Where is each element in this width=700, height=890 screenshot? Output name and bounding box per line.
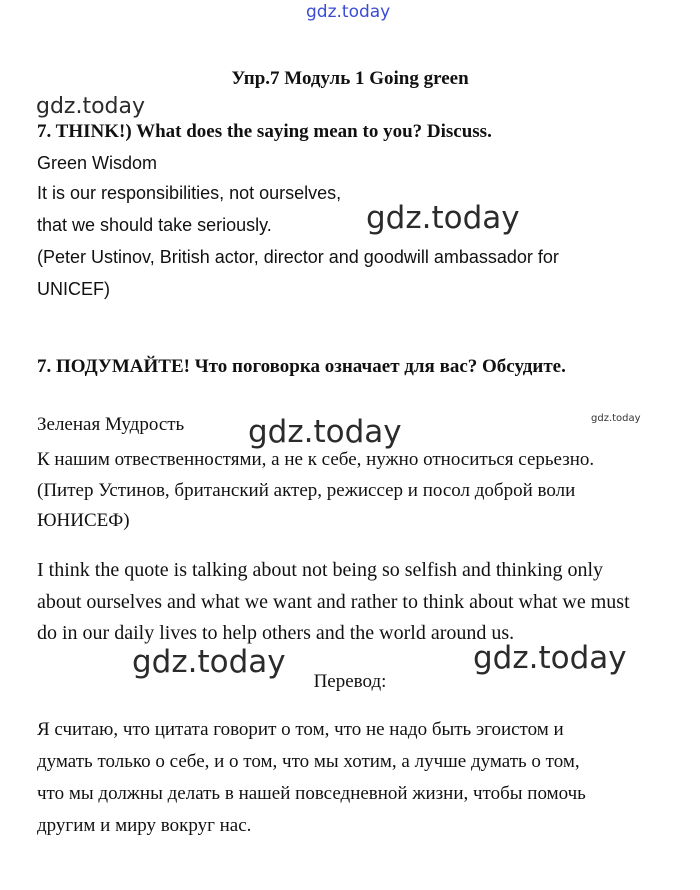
english-quote-heading: Green Wisdom bbox=[37, 153, 158, 173]
answer-line: about ourselves and what we want and rather to think about what we must bbox=[37, 591, 630, 613]
watermark: gdz.today bbox=[36, 94, 146, 119]
watermark: gdz.today bbox=[132, 644, 286, 680]
page-title: Упр.7 Модуль 1 Going green bbox=[231, 68, 469, 89]
watermark: gdz.today bbox=[248, 414, 402, 450]
russian-quote-line: К нашим отвественностями, а не к себе, нужно относиться серьезно. bbox=[37, 449, 595, 470]
answer-line: I think the quote is talking about not being so selfish and thinking only bbox=[37, 559, 604, 581]
russian-author-line: ЮНИСЕФ) bbox=[37, 510, 130, 531]
russian-task-heading: 7. ПОДУМАЙТЕ! Что поговорка означает для вас? Обсудите. bbox=[37, 356, 566, 377]
answer-line: do in our daily lives to help others and the world around us. bbox=[37, 622, 515, 644]
russian-quote-heading: Зеленая Мудрость bbox=[37, 414, 185, 435]
translation-label: Перевод: bbox=[313, 671, 387, 692]
english-author-line: (Peter Ustinov, British actor, director and goodwill ambassador for bbox=[37, 247, 559, 267]
translation-line: другим и миру вокруг нас. bbox=[37, 815, 252, 836]
watermark-top: gdz.today bbox=[306, 2, 391, 22]
watermark: gdz.today bbox=[473, 640, 627, 676]
translation-line: думать только о себе, и о том, что мы хотим, а лучше думать о том, bbox=[37, 751, 580, 772]
translation-line: Я считаю, что цитата говорит о том, что не надо быть эгоистом и bbox=[37, 719, 564, 740]
english-quote-line: It is our responsibilities, not ourselves, bbox=[37, 183, 342, 203]
watermark-small: gdz.today bbox=[591, 413, 641, 424]
translation-line: что мы должны делать в нашей повседневной жизни, чтобы помочь bbox=[37, 783, 586, 804]
english-author-line: UNICEF) bbox=[37, 279, 110, 299]
russian-author-line: (Питер Устинов, британский актер, режиссер и посол доброй воли bbox=[37, 480, 576, 501]
watermark: gdz.today bbox=[366, 200, 520, 236]
english-task-heading: 7. THINK!) What does the saying mean to you? Discuss. bbox=[37, 121, 492, 142]
english-quote-line: that we should take seriously. bbox=[37, 215, 272, 235]
